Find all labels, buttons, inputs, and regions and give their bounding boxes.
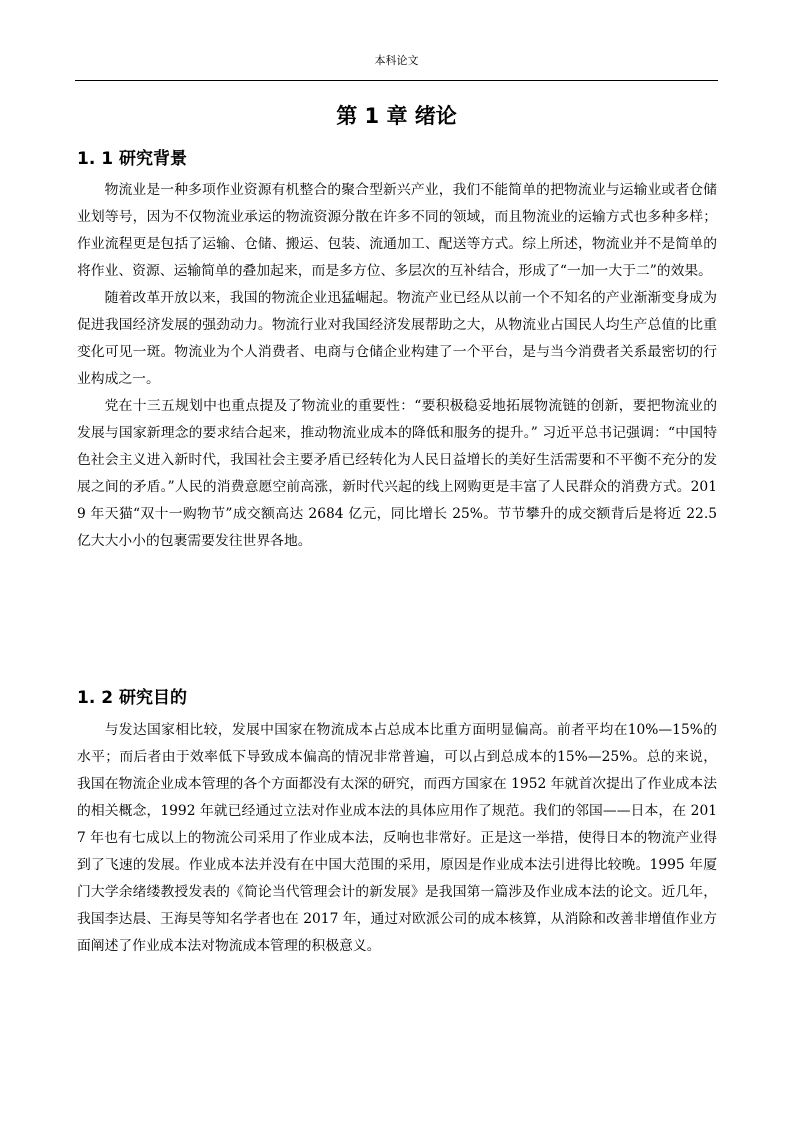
running-header: 本科论文 [374, 54, 419, 67]
section-heading-research-background: 1. 1 研究背景 [77, 149, 187, 169]
section-body-research-background [77, 177, 717, 555]
chapter-title: 第 1 章 绪论 [336, 104, 457, 128]
paragraph: 随着改革开放以来，我国的物流企业迅猛崛起。物流产业已经从以前一个不知名的产业渐渐变身成为促进我国经济发展的强劲动力。物流行业对我国经济发展帮助之大，从物流业占国民人均生产总值的比重变化可见一斑。物流业为个人消费者、电商与仓储企业构建了一个平台，是与当今消费者关系最密切的行业构成之一。 [77, 290, 717, 387]
section-body-research-purpose [77, 717, 717, 960]
section-heading-research-purpose: 1. 2 研究目的 [77, 688, 187, 708]
paragraph: 物流业是一种多项作业资源有机整合的聚合型新兴产业，我们不能简单的把物流业与运输业或者仓储业划等号，因为不仅物流业承运的物流资源分散在许多不同的领域，而且物流业的运输方式也多种多样；作业流程更是包括了运输、仓储、搬运、包装、流通加工、配送等方式。综上所述，物流业并不是简单的将作业、资源、运输简单的叠加起来，而是多方位、多层次的互补结合，形成了“一加一大于二”的效果。 [77, 182, 717, 279]
paragraph: 与发达国家相比较，发展中国家在物流成本占总成本比重方面明显偏高。前者平均在10%—15%的水平；而后者由于效率低下导致成本偏高的情况非常普遍，可以占到总成本的15%—25%。总的来说，我国在物流企业成本管理的各个方面都没有太深的研究，而西方国家在 1952 年就首次提出了作业成本法的相关概念，1992 年就已经通过立法对作业成本法的具体应用作了规范。我们的邻国——日本，在 2017 年也有七成以上的物流公司采用了作业成本法，反响也非常好。正是这一举措，使得日本的物流产业得到了飞速的发展。作业成本法并没有在中国大范围的采用，原因是作业成本法引进得比较晚。1995 年厦门大学余绪缕教授发表的《简论当代管理会计的新发展》是我国第一篇涉及作业成本法的论文。近几年，我国李达晨、王海昊等知名学者也在 2017 年，通过对欧派公司的成本核算，从消除和改善非增值作业方面阐述了作业成本法对物流成本管理的积极意义。 [77, 722, 717, 954]
header-divider [75, 80, 718, 81]
paragraph: 党在十三五规划中也重点提及了物流业的重要性：“要积极稳妥地拓展物流链的创新，要把物流业的发展与国家新理念的要求结合起来，推动物流业成本的降低和服务的提升。” 习近平总书记强调：“中国特色社会主义进入新时代，我国社会主要矛盾已经转化为人民日益增长的美好生活需要和不平衡不充分的发展之间的矛盾。”人民的消费意愿空前高涨，新时代兴起的线上网购更是丰富了人民群众的消费方式。2019 年天猫“双十一购物节”成交额高达 2684 亿元，同比增长 25%。节节攀升的成交额背后是将近 22.5 亿大大小小的包裹需要发往世界各地。 [77, 398, 717, 549]
